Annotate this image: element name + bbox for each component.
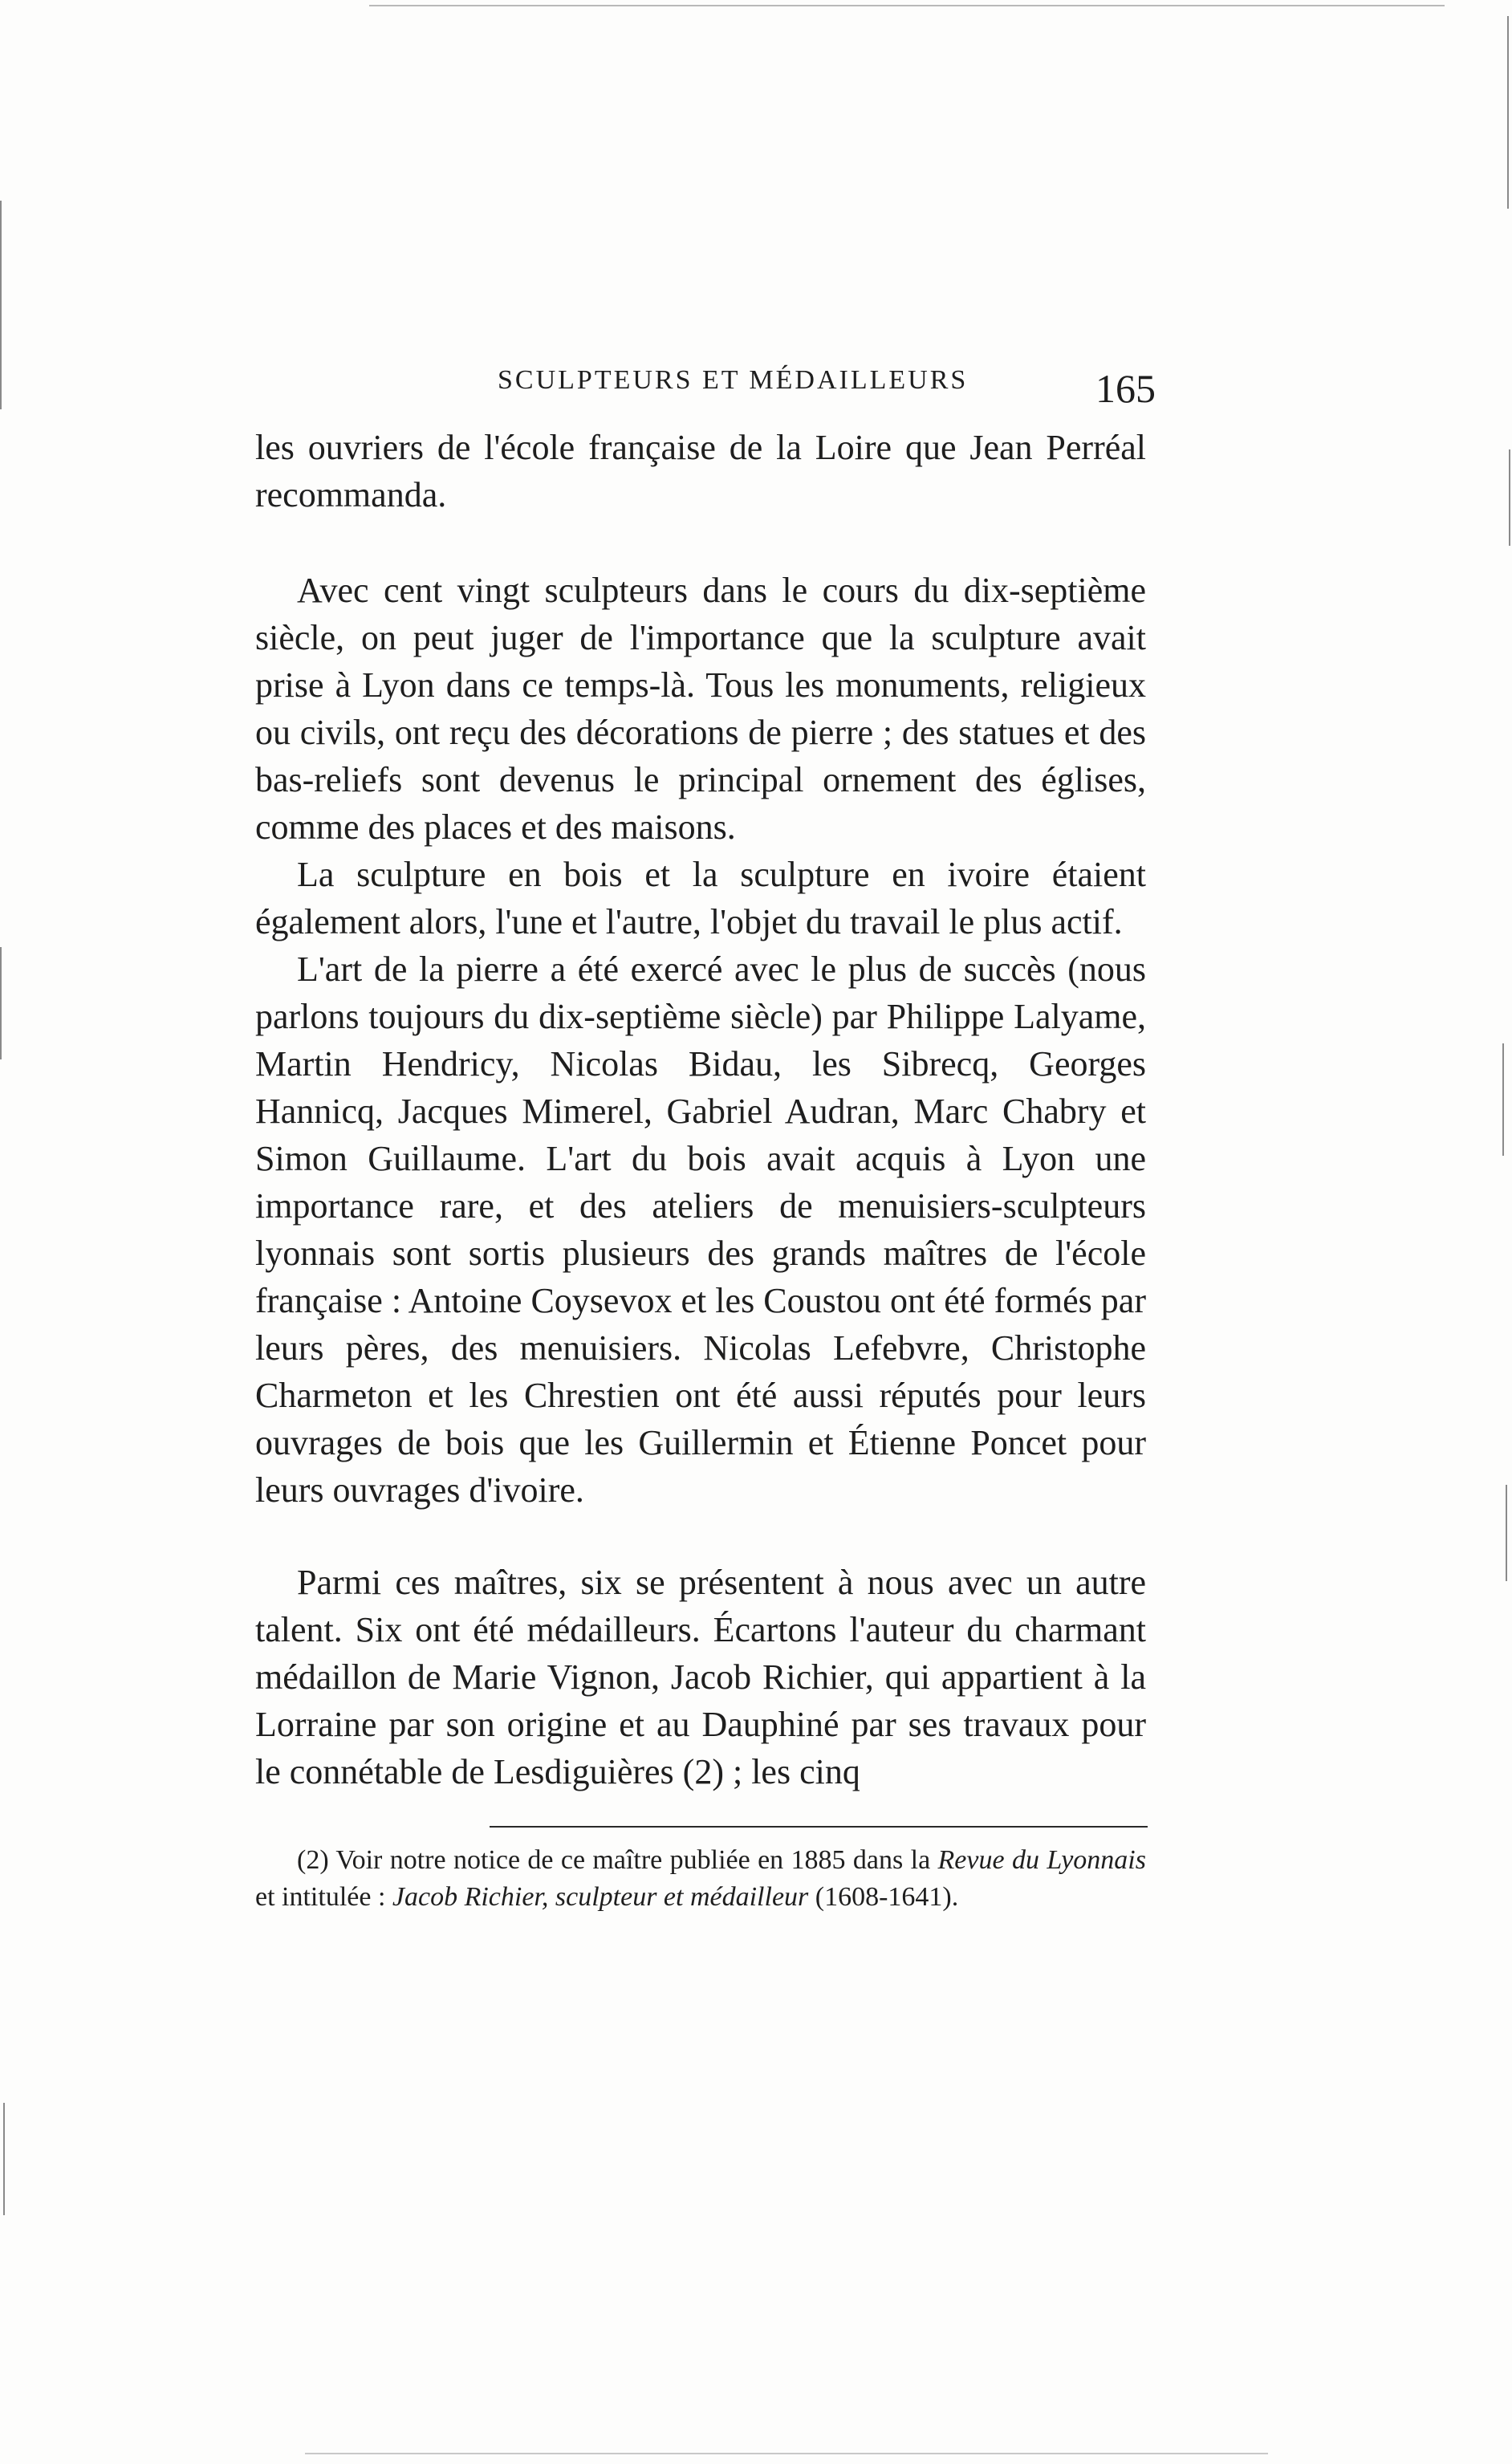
footnote-journal: Revue du Lyonnais: [937, 1845, 1146, 1875]
paragraph: L'art de la pierre a été exercé avec le plus de succès (nous parlons toujours du dix-septième siècle) par Philippe Lalyame, Martin Hendricy, Nicolas Bidau, les Sibrecq, Georges Hannicq, Jacques Mimerel, Gabriel Audran, Marc Chabry et Simon Guillaume. L'art du bois avait acquis à Lyon une importance rare, et des ateliers de menuisiers-sculpteurs lyonnais sont sortis plusieurs des grands maîtres de l'école française : Antoine Coysevox et les Coustou ont été formés par leurs pères, des menuisiers. Nicolas Lefebvre, Christophe Charmeton et les Chrestien ont été aussi réputés pour leurs ouvrages de bois que les Guillermin et Étienne Poncet pour leurs ouvrages d'ivoire.: [255, 949, 1146, 1510]
footnote-text: (1608-1641).: [808, 1882, 959, 1912]
paragraph: Avec cent vingt sculpteurs dans le cours du dix-septième siècle, on peut juger de l'importance que la sculpture avait prise à Lyon dans ce temps-là. Tous les monuments, religieux ou civils, ont reçu des décorations de pierre ; des statues et des bas-reliefs sont devenus le principal ornement des églises, comme des places et des maisons.: [255, 571, 1146, 847]
body-text: [255, 424, 1146, 1795]
paragraph: les ouvriers de l'école française de la Loire que Jean Perréal recommanda.: [255, 428, 1146, 514]
paragraph: Parmi ces maîtres, six se présentent à nous avec un autre talent. Six ont été médailleurs. Écartons l'auteur du charmant médaillon de Marie Vignon, Jacob Richier, qui appartient à la Lorraine par son origine et au Dauphiné par ses travaux pour le connétable de Lesdiguières (2) ; les cinq: [255, 1563, 1146, 1791]
scan-edge-left: [0, 201, 2, 409]
scan-edge-top: [369, 5, 1445, 6]
scan-edge-right: [1502, 1043, 1504, 1156]
scan-edge-left: [0, 947, 2, 1059]
scan-edge-bottom: [305, 2453, 1268, 2454]
running-title: SCULPTEURS ET MÉDAILLEURS: [498, 365, 969, 395]
running-head: [257, 365, 1156, 413]
footnote-marker: (2): [297, 1845, 329, 1875]
footnote: [255, 1842, 1146, 1916]
page-number: 165: [1095, 366, 1156, 411]
scan-edge-right: [1506, 1485, 1507, 1581]
footnote-rule: [490, 1826, 1148, 1828]
footnote-text: Voir notre notice de ce maître publiée en 1885 dans la: [328, 1845, 938, 1875]
footnote-text: et intitulée :: [255, 1882, 392, 1912]
footnote-work-title: Jacob Richier, sculpteur et médailleur: [392, 1882, 809, 1912]
scan-edge-left: [3, 2103, 5, 2215]
scan-edge-right: [1509, 449, 1510, 546]
paragraph: La sculpture en bois et la sculpture en ivoire étaient également alors, l'une et l'autre, l'objet du travail le plus actif.: [255, 855, 1146, 941]
scan-edge-right: [1507, 16, 1509, 209]
